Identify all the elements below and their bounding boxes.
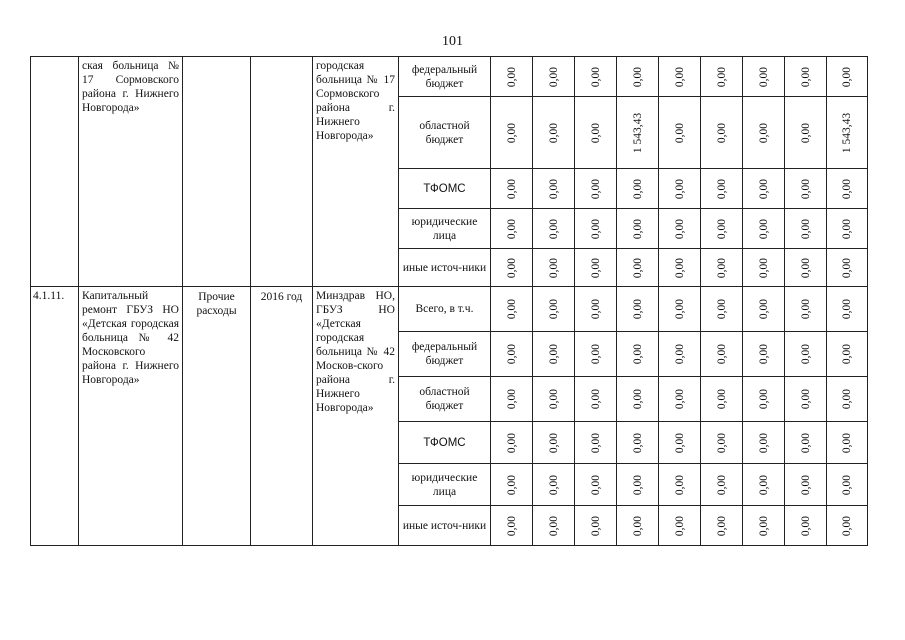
value-cell [533, 249, 575, 287]
value-cell [827, 377, 868, 422]
value-text: 0,00 [631, 178, 644, 199]
value-cell [575, 249, 617, 287]
value-text: 0,00 [589, 515, 602, 536]
value-cell [575, 506, 617, 546]
value-text: 0,00 [505, 515, 518, 536]
value-text: 0,00 [757, 515, 770, 536]
value-text: 0,00 [547, 298, 560, 320]
value-cell [827, 57, 868, 97]
value-cell [743, 209, 785, 249]
value-text: 0,00 [631, 515, 644, 536]
value-text: 0,00 [631, 257, 644, 278]
value-text: 0,00 [673, 474, 686, 495]
value-text: 0,00 [715, 474, 728, 495]
value-cell [701, 249, 743, 287]
row-year [251, 57, 313, 287]
value-text: 0,00 [631, 343, 644, 365]
value-cell [533, 169, 575, 209]
value-text: 0,00 [757, 298, 770, 320]
value-text: 0,00 [757, 388, 770, 410]
value-text: 0,00 [715, 515, 728, 536]
value-text: 0,00 [547, 178, 560, 199]
funding-source-label: иные источ-ники [399, 249, 491, 287]
value-cell [533, 464, 575, 506]
value-text: 0,00 [841, 178, 853, 199]
value-cell [785, 332, 827, 377]
value-text: 0,00 [757, 474, 770, 495]
funding-source-label: юридические лица [399, 209, 491, 249]
value-text: 0,00 [673, 257, 686, 278]
row-expense-type [183, 57, 251, 287]
value-text: 0,00 [799, 388, 812, 410]
value-cell [491, 464, 533, 506]
value-text: 0,00 [673, 66, 686, 87]
value-cell [743, 97, 785, 169]
value-cell [659, 287, 701, 332]
value-text: 0,00 [589, 343, 602, 365]
value-cell [617, 464, 659, 506]
value-cell [701, 209, 743, 249]
value-cell [785, 209, 827, 249]
value-text: 0,00 [715, 122, 728, 143]
value-cell [743, 464, 785, 506]
value-text: 0,00 [757, 66, 770, 87]
value-text: 0,00 [589, 218, 602, 239]
value-cell [743, 287, 785, 332]
funding-source-label: ТФОМС [399, 169, 491, 209]
value-text: 0,00 [715, 218, 728, 239]
value-cell [827, 169, 868, 209]
value-cell [617, 249, 659, 287]
value-text: 0,00 [547, 343, 560, 365]
value-cell [617, 506, 659, 546]
value-text: 0,00 [715, 432, 728, 453]
value-cell [827, 464, 868, 506]
value-cell [701, 506, 743, 546]
value-cell [575, 422, 617, 464]
value-cell [785, 287, 827, 332]
value-text: 0,00 [589, 474, 602, 495]
value-cell [491, 169, 533, 209]
value-text: 0,00 [505, 432, 518, 453]
value-text: 0,00 [757, 257, 770, 278]
value-text: 0,00 [799, 218, 812, 239]
value-cell [785, 377, 827, 422]
value-cell [491, 332, 533, 377]
value-cell [785, 249, 827, 287]
value-text: 0,00 [673, 218, 686, 239]
value-cell [743, 57, 785, 97]
value-cell [701, 422, 743, 464]
value-text: 0,00 [673, 298, 686, 320]
value-cell [659, 332, 701, 377]
value-cell [659, 377, 701, 422]
value-text: 0,00 [505, 343, 518, 365]
row-code: 4.1.11. [31, 287, 79, 546]
value-text: 0,00 [799, 178, 812, 199]
value-cell [785, 506, 827, 546]
value-cell [701, 464, 743, 506]
value-cell [743, 249, 785, 287]
funding-source-label: иные источ-ники [399, 506, 491, 546]
value-text: 0,00 [757, 343, 770, 365]
value-cell [659, 209, 701, 249]
value-text: 0,00 [799, 298, 812, 320]
value-cell [533, 332, 575, 377]
value-cell [659, 169, 701, 209]
row-code [31, 57, 79, 287]
value-text: 0,00 [505, 218, 518, 239]
value-text: 0,00 [589, 257, 602, 278]
value-cell [617, 169, 659, 209]
budget-table [30, 56, 868, 546]
value-text: 0,00 [631, 474, 644, 495]
value-cell [491, 377, 533, 422]
value-cell [491, 57, 533, 97]
value-cell [743, 506, 785, 546]
value-text: 0,00 [673, 178, 686, 199]
value-cell [743, 422, 785, 464]
value-cell [617, 422, 659, 464]
value-cell [533, 287, 575, 332]
value-text: 0,00 [715, 388, 728, 410]
value-cell [701, 169, 743, 209]
value-cell [659, 464, 701, 506]
value-text: 0,00 [841, 474, 853, 495]
value-text: 0,00 [547, 122, 560, 143]
value-cell [617, 377, 659, 422]
value-cell [575, 209, 617, 249]
row-executor: городская больница № 17 Сормовского района г. Нижнего Новгорода» [313, 57, 399, 287]
value-cell [659, 506, 701, 546]
value-text: 1 543,43 [631, 112, 644, 153]
value-text: 0,00 [799, 66, 812, 87]
funding-source-label: федеральный бюджет [399, 332, 491, 377]
value-text: 0,00 [547, 474, 560, 495]
value-text: 0,00 [799, 343, 812, 365]
value-text: 0,00 [673, 432, 686, 453]
value-text: 0,00 [589, 66, 602, 87]
value-cell [491, 249, 533, 287]
value-cell [491, 506, 533, 546]
row-year: 2016 год [251, 287, 313, 546]
value-cell [827, 97, 868, 169]
value-text: 0,00 [799, 257, 812, 278]
value-cell [533, 377, 575, 422]
value-text: 0,00 [757, 218, 770, 239]
value-cell [533, 97, 575, 169]
value-text: 0,00 [715, 343, 728, 365]
row-description: Капитальный ремонт ГБУЗ НО «Детская городская больница № 42 Московского района г. Нижнего Новгорода» [79, 287, 183, 546]
value-cell [785, 464, 827, 506]
value-cell [575, 332, 617, 377]
value-cell [575, 377, 617, 422]
value-text: 0,00 [547, 515, 560, 536]
value-text: 0,00 [631, 432, 644, 453]
row-executor: Минздрав НО, ГБУЗ НО «Детская городская больница № 42 Москов-ского района г. Нижнего Новгорода» [313, 287, 399, 546]
value-text: 0,00 [505, 298, 518, 320]
value-cell [491, 287, 533, 332]
value-cell [575, 464, 617, 506]
value-cell [785, 422, 827, 464]
value-cell [785, 169, 827, 209]
value-text: 0,00 [547, 66, 560, 87]
value-text: 0,00 [841, 388, 853, 410]
value-text: 0,00 [715, 178, 728, 199]
value-text: 0,00 [841, 66, 853, 87]
value-cell [785, 97, 827, 169]
value-cell [617, 287, 659, 332]
value-text: 0,00 [841, 343, 853, 365]
funding-source-label: юридические лица [399, 464, 491, 506]
value-text: 0,00 [505, 388, 518, 410]
value-cell [827, 332, 868, 377]
value-text: 0,00 [673, 343, 686, 365]
table-row [31, 57, 868, 97]
value-text: 0,00 [547, 432, 560, 453]
value-text: 0,00 [589, 298, 602, 320]
value-cell [659, 249, 701, 287]
value-text: 0,00 [799, 432, 812, 453]
funding-source-label: федеральный бюджет [399, 57, 491, 97]
value-cell [617, 57, 659, 97]
value-text: 0,00 [589, 432, 602, 453]
value-text: 0,00 [505, 66, 518, 87]
value-text: 1 543,43 [841, 112, 853, 153]
value-cell [575, 287, 617, 332]
value-cell [575, 57, 617, 97]
value-text: 0,00 [715, 257, 728, 278]
value-cell [617, 209, 659, 249]
value-cell [701, 377, 743, 422]
value-text: 0,00 [715, 298, 728, 320]
value-text: 0,00 [547, 218, 560, 239]
value-cell [827, 209, 868, 249]
value-cell [533, 57, 575, 97]
value-cell [659, 97, 701, 169]
value-text: 0,00 [715, 66, 728, 87]
value-cell [827, 422, 868, 464]
value-text: 0,00 [589, 178, 602, 199]
value-cell [575, 169, 617, 209]
value-text: 0,00 [589, 388, 602, 410]
value-text: 0,00 [673, 515, 686, 536]
value-cell [827, 506, 868, 546]
value-cell [701, 57, 743, 97]
funding-source-label: областной бюджет [399, 377, 491, 422]
value-text: 0,00 [841, 257, 853, 278]
value-cell [743, 169, 785, 209]
value-cell [617, 97, 659, 169]
value-cell [533, 506, 575, 546]
value-text: 0,00 [757, 178, 770, 199]
value-text: 0,00 [673, 122, 686, 143]
value-text: 0,00 [841, 218, 853, 239]
value-cell [575, 97, 617, 169]
value-text: 0,00 [547, 257, 560, 278]
page-number: 101 [442, 34, 463, 49]
value-text: 0,00 [757, 432, 770, 453]
value-text: 0,00 [631, 218, 644, 239]
value-cell [659, 422, 701, 464]
value-text: 0,00 [547, 388, 560, 410]
value-cell [701, 97, 743, 169]
value-cell [659, 57, 701, 97]
row-expense-type: Прочие расходы [183, 287, 251, 546]
value-text: 0,00 [841, 432, 853, 453]
funding-source-label: Всего, в т.ч. [399, 287, 491, 332]
value-text: 0,00 [799, 122, 812, 143]
value-cell [701, 287, 743, 332]
value-cell [827, 287, 868, 332]
value-text: 0,00 [505, 122, 518, 143]
value-text: 0,00 [505, 257, 518, 278]
funding-source-label: ТФОМС [399, 422, 491, 464]
value-text: 0,00 [799, 474, 812, 495]
value-cell [743, 332, 785, 377]
value-cell [617, 332, 659, 377]
value-cell [827, 249, 868, 287]
value-cell [701, 332, 743, 377]
value-cell [533, 209, 575, 249]
value-text: 0,00 [631, 298, 644, 320]
table-row [31, 287, 868, 332]
value-cell [491, 422, 533, 464]
funding-source-label: областной бюджет [399, 97, 491, 169]
value-text: 0,00 [841, 298, 853, 320]
value-text: 0,00 [589, 122, 602, 143]
value-cell [785, 57, 827, 97]
value-text: 0,00 [505, 178, 518, 199]
value-cell [533, 422, 575, 464]
value-text: 0,00 [505, 474, 518, 495]
value-text: 0,00 [841, 515, 853, 536]
row-description: ская больница № 17 Сормовского района г. Нижнего Новгорода» [79, 57, 183, 287]
value-text: 0,00 [631, 388, 644, 410]
value-cell [743, 377, 785, 422]
value-text: 0,00 [673, 388, 686, 410]
value-text: 0,00 [631, 66, 644, 87]
value-text: 0,00 [757, 122, 770, 143]
value-text: 0,00 [799, 515, 812, 536]
value-cell [491, 209, 533, 249]
value-cell [491, 97, 533, 169]
